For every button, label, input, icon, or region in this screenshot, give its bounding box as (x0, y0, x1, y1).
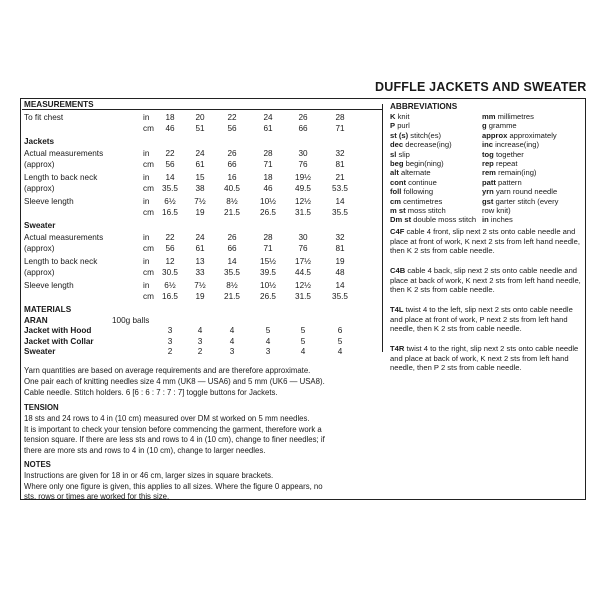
cable-code: C4F (390, 227, 405, 236)
abbreviation-item (482, 178, 582, 187)
measurement-value: 46 (263, 184, 273, 193)
cable-definition (390, 266, 584, 295)
measurement-value: 6½ (164, 281, 176, 290)
abbreviation-value: yarn round needle (495, 187, 558, 197)
yarn-balls: 100g balls (112, 316, 150, 325)
abbreviation-key: in (482, 215, 489, 225)
unit-cm: cm (143, 244, 154, 253)
cable-definition (390, 344, 584, 373)
materials-row-label: Sweater (24, 347, 56, 356)
abbreviation-value: garter stitch (every (495, 196, 559, 206)
abbreviation-value: gramme (488, 121, 517, 131)
row-label: Length to back neck (24, 173, 98, 182)
cable-text: cable 4 front, slip next 2 sts onto cable needle and place at front of work, K next 2 sts from left hand needle, then K 2 sts from cable needle. (390, 227, 580, 256)
measurement-value: 40.5 (224, 184, 240, 193)
tension-line: there are more sts and rows to 4 in (10 cm), change to larger needles. (24, 446, 266, 456)
abbreviation-key: gst (482, 196, 494, 206)
materials-value: 4 (229, 326, 235, 335)
measurement-value: 66 (298, 124, 308, 133)
measurement-value: 71 (335, 124, 345, 133)
measurement-value: 44.5 (295, 268, 311, 277)
materials-value: 2 (197, 347, 203, 356)
abbreviation-key: foll (390, 187, 402, 197)
yarn-name: ARAN (24, 316, 48, 325)
abbreviation-item (390, 140, 482, 149)
unit-cm: cm (143, 208, 154, 217)
row-label: Sleeve length (24, 281, 74, 290)
tension-section (24, 403, 580, 457)
measurement-value: 12½ (295, 281, 311, 290)
measurement-value: 61 (195, 160, 205, 169)
measurement-value: 14 (227, 257, 237, 266)
measurement-value: 10½ (260, 197, 276, 206)
abbreviation-key: st (s) (390, 130, 409, 140)
abbreviation-value: increase(ing) (495, 140, 540, 150)
row-label-sub: (approx) (24, 184, 55, 193)
materials-value: 5 (265, 326, 271, 335)
measurement-value: 38 (195, 184, 205, 193)
measurement-value: 56 (165, 244, 175, 253)
materials-value: 6 (337, 326, 343, 335)
measurement-value: 17½ (295, 257, 311, 266)
abbreviation-key: m st (390, 206, 406, 216)
abbreviation-key: inc (482, 140, 493, 150)
abbreviation-value: stitch(es) (410, 130, 442, 140)
materials-heading: MATERIALS (24, 305, 72, 314)
measurement-value: 19 (195, 208, 205, 217)
measurement-value: 16.5 (162, 208, 178, 217)
abbreviation-key: patt (482, 177, 496, 187)
measurement-value: 61 (195, 244, 205, 253)
measurement-value: 12½ (295, 197, 311, 206)
unit-in: in (143, 281, 150, 290)
row-label-sub: (approx) (24, 268, 55, 277)
abbreviation-value: millimetres (497, 112, 534, 121)
abbreviation-value: together (495, 149, 524, 159)
row-label-sub: (approx) (24, 244, 55, 253)
measurement-value: 49.5 (295, 184, 311, 193)
materials-value: 3 (167, 336, 173, 346)
measurement-value: 8½ (226, 281, 238, 290)
materials-value: 4 (197, 326, 203, 335)
measurement-value: 26.5 (260, 208, 276, 217)
measurement-value: 7½ (194, 281, 206, 290)
notes-line: Where only one figure is given, this applies to all sizes. Where the figure 0 appears, no (24, 481, 323, 491)
measurement-value: 35.5 (224, 268, 240, 277)
abbreviation-value: continue (408, 177, 437, 187)
cable-text: twist 4 to the left, slip next 2 sts onto cable needle and place at front of work, P next 2 sts from left hand needle, then K 2 sts from cable needle. (390, 305, 573, 334)
materials-note: Cable needle. Stitch holders. 6 [6 : 6 : 7 : 7 : 7] toggle buttons for Jackets. (24, 387, 278, 397)
cable-definition (390, 227, 584, 256)
measurement-value: 31.5 (295, 208, 311, 217)
materials-value: 3 (265, 347, 271, 356)
row-label: Actual measurements (24, 233, 104, 242)
measurement-value: 56 (165, 160, 175, 169)
measurement-value: 21 (335, 173, 345, 182)
measurement-value: 28 (263, 233, 273, 242)
abbreviation-key: mm (482, 112, 496, 121)
cable-text: cable 4 back, slip next 2 sts onto cable needle and place at back of work, K next 2 sts from left hand needle, then K 2 sts from cable needle. (390, 266, 581, 295)
materials-note: One pair each of knitting needles size 4 mm (UK8 — USA6) and 5 mm (UK6 — USA8). (24, 376, 325, 386)
unit-cm: cm (143, 292, 154, 301)
abbreviation-value: begin(ning) (405, 159, 444, 169)
abbreviation-item (482, 140, 582, 149)
unit-in: in (143, 173, 150, 182)
abbreviation-key: cm (390, 196, 401, 206)
measurement-value: 76 (298, 244, 308, 253)
unit-in: in (143, 257, 150, 266)
measurement-value: 14 (335, 197, 345, 206)
abbreviation-item (482, 121, 582, 130)
measurement-value: 53.5 (332, 184, 348, 193)
abbreviation-value: remain(ing) (498, 168, 537, 178)
abbreviation-item (482, 112, 582, 121)
notes-heading: NOTES (24, 460, 51, 469)
tension-line: It is important to check your tension before commencing the garment, therefore work a (24, 424, 322, 434)
unit-in: in (143, 233, 150, 242)
abbreviation-item (482, 168, 582, 177)
abbreviation-value: double moss stitch (413, 215, 477, 225)
abbreviation-key: tog (482, 149, 494, 159)
abbreviation-key: dec (390, 140, 404, 150)
materials-value: 4 (300, 347, 306, 356)
tension-heading: TENSION (24, 403, 59, 412)
measurement-value: 13 (195, 257, 205, 266)
page-title: DUFFLE JACKETS AND SWEATER (375, 80, 587, 94)
materials-value: 5 (337, 336, 343, 346)
abbreviation-item (390, 206, 482, 215)
measurement-value: 22 (165, 233, 175, 242)
abbreviation-item (390, 178, 482, 187)
cable-code: T4R (390, 344, 405, 353)
materials-value: 4 (229, 336, 235, 346)
unit-cm: cm (143, 124, 154, 133)
abbreviations-heading: ABBREVIATIONS (390, 102, 458, 111)
measurement-value: 48 (335, 268, 345, 277)
measurement-value: 66 (227, 244, 237, 253)
abbreviation-item (482, 131, 582, 140)
unit-cm: cm (143, 268, 154, 277)
notes-section (24, 460, 580, 503)
measurement-value: 19½ (295, 173, 311, 182)
cable-text: twist 4 to the right, slip next 2 sts onto cable needle and place at back of work, K next 2 sts from left hand needle, then P 2 sts from cable needle. (390, 344, 579, 373)
abbreviations-list (390, 112, 582, 225)
abbreviation-item (482, 187, 582, 196)
materials-value: 3 (167, 326, 173, 335)
abbreviation-item (482, 215, 582, 224)
abbreviation-item (482, 206, 582, 215)
measurement-value: 32 (335, 233, 345, 242)
row-label: Length to back neck (24, 257, 98, 266)
abbreviation-item (390, 150, 482, 159)
measurement-value: 56 (227, 124, 237, 133)
measurement-value: 35.5 (332, 292, 348, 301)
measurement-value: 26 (298, 113, 308, 122)
measurement-value: 39.5 (260, 268, 276, 277)
measurement-value: 33 (195, 268, 205, 277)
abbreviation-item (390, 168, 482, 177)
abbreviation-key: Dm st (390, 215, 412, 225)
measurement-value: 46 (165, 124, 175, 133)
fit-chest-label: To fit chest (24, 113, 64, 122)
abbreviation-key: sl (390, 149, 397, 159)
measurement-value: 22 (227, 113, 237, 122)
materials-row-label: Jacket with Collar (24, 336, 94, 346)
measurement-value: 66 (227, 160, 237, 169)
measurement-value: 16 (227, 173, 237, 182)
measurement-value: 35.5 (332, 208, 348, 217)
measurement-value: 32 (335, 149, 345, 158)
abbreviation-value: inches (490, 215, 513, 225)
measurement-value: 12 (165, 257, 175, 266)
measurement-value: 81 (335, 160, 345, 169)
measurement-value: 35.5 (162, 184, 178, 193)
measurement-value: 16.5 (162, 292, 178, 301)
abbreviation-key: alt (390, 168, 399, 178)
measurement-value: 28 (263, 149, 273, 158)
tension-line: tension square. If there are less sts and rows to 4 in (10 cm), change to finer needles; if (24, 435, 325, 445)
measurement-value: 28 (335, 113, 345, 122)
unit-cm: cm (143, 184, 154, 193)
materials-row-label: Jacket with Hood (24, 326, 92, 335)
measurement-value: 71 (263, 160, 273, 169)
unit-cm: cm (143, 160, 154, 169)
notes-line: Instructions are given for 18 in or 46 cm, larger sizes in square brackets. (24, 470, 274, 480)
measurement-value: 18 (165, 113, 175, 122)
materials-value: 3 (197, 336, 203, 346)
measurement-value: 22 (165, 149, 175, 158)
abbreviation-key: rem (482, 168, 496, 178)
abbreviation-item (390, 131, 482, 140)
measurement-value: 6½ (164, 197, 176, 206)
abbreviation-item (390, 197, 482, 206)
abbreviation-value: repeat (495, 159, 518, 169)
abbreviation-value: pattern (498, 177, 522, 187)
measurement-value: 15½ (260, 257, 276, 266)
cable-code: C4B (390, 266, 406, 275)
materials-value: 4 (265, 336, 271, 346)
measurement-value: 81 (335, 244, 345, 253)
notes-line: sts, rows or times are worked for this size. (24, 492, 170, 502)
abbreviation-key: rep (482, 159, 494, 169)
abbreviation-key: K (390, 112, 396, 121)
row-label-sub: (approx) (24, 160, 55, 169)
measurement-value: 14 (165, 173, 175, 182)
measurement-value: 24 (195, 149, 205, 158)
abbreviation-value: slip (398, 149, 410, 159)
abbreviation-item (390, 112, 482, 121)
materials-value: 2 (167, 347, 173, 356)
measurement-value: 24 (263, 113, 273, 122)
abbreviation-key: cont (390, 177, 407, 187)
column-divider (382, 104, 383, 352)
abbreviation-key: g (482, 121, 487, 131)
measurement-value: 26 (227, 149, 237, 158)
materials-note: Yarn quantities are based on average requirements and are therefore approximate. (24, 366, 311, 375)
abbreviation-item (390, 159, 482, 168)
measurement-value: 24 (195, 233, 205, 242)
section-heading: Sweater (24, 221, 56, 230)
abbreviation-value: alternate (401, 168, 431, 178)
measurement-value: 10½ (260, 281, 276, 290)
abbreviation-item (390, 187, 482, 196)
measurement-value: 26.5 (260, 292, 276, 301)
measurements-heading: MEASUREMENTS (24, 100, 94, 109)
section-heading: Jackets (24, 137, 55, 146)
abbreviation-value: decrease(ing) (405, 140, 452, 150)
abbreviation-item (482, 197, 582, 206)
tension-line: 18 sts and 24 rows to 4 in (10 cm) measured over DM st worked on 5 mm needles. (24, 413, 310, 423)
measurement-value: 18 (263, 173, 273, 182)
unit-in: in (143, 197, 150, 206)
abbreviation-value: knit (397, 112, 410, 121)
measurement-value: 30.5 (162, 268, 178, 277)
abbreviation-key: beg (390, 159, 404, 169)
unit-in: in (143, 149, 150, 158)
abbreviation-key: approx (482, 130, 508, 140)
cable-code: T4L (390, 305, 404, 314)
abbreviation-item (482, 159, 582, 168)
abbreviation-value: following (403, 187, 434, 197)
materials-value: 3 (229, 347, 235, 356)
abbreviation-key: P (390, 121, 396, 131)
unit-in: in (143, 113, 150, 122)
row-label: Sleeve length (24, 197, 74, 206)
materials-value: 5 (300, 336, 306, 346)
cable-definition (390, 305, 584, 334)
measurement-value: 15 (195, 173, 205, 182)
measurement-value: 71 (263, 244, 273, 253)
measurement-value: 76 (298, 160, 308, 169)
abbreviation-value: centimetres (403, 196, 443, 206)
measurement-value: 30 (298, 233, 308, 242)
abbreviation-key: yrn (482, 187, 494, 197)
measurement-value: 21.5 (224, 208, 240, 217)
abbreviation-item (390, 121, 482, 130)
abbreviation-value: row knit) (482, 206, 511, 216)
measurement-value: 8½ (226, 197, 238, 206)
materials-value: 4 (337, 347, 343, 356)
measurement-value: 21.5 (224, 292, 240, 301)
materials-value: 5 (300, 326, 306, 335)
abbreviation-value: approximately (509, 130, 557, 140)
measurement-value: 31.5 (295, 292, 311, 301)
abbreviation-item (482, 150, 582, 159)
abbreviation-value: moss stitch (407, 206, 446, 216)
measurement-value: 26 (227, 233, 237, 242)
abbreviation-item (390, 215, 482, 224)
measurement-value: 14 (335, 281, 345, 290)
measurement-value: 61 (263, 124, 273, 133)
abbreviation-value: purl (397, 121, 410, 131)
measurement-value: 30 (298, 149, 308, 158)
measurement-value: 19 (195, 292, 205, 301)
measurement-value: 19 (335, 257, 345, 266)
row-label: Actual measurements (24, 149, 104, 158)
measurement-value: 20 (195, 113, 205, 122)
measurement-value: 7½ (194, 197, 206, 206)
measurement-value: 51 (195, 124, 205, 133)
divider (22, 109, 382, 110)
